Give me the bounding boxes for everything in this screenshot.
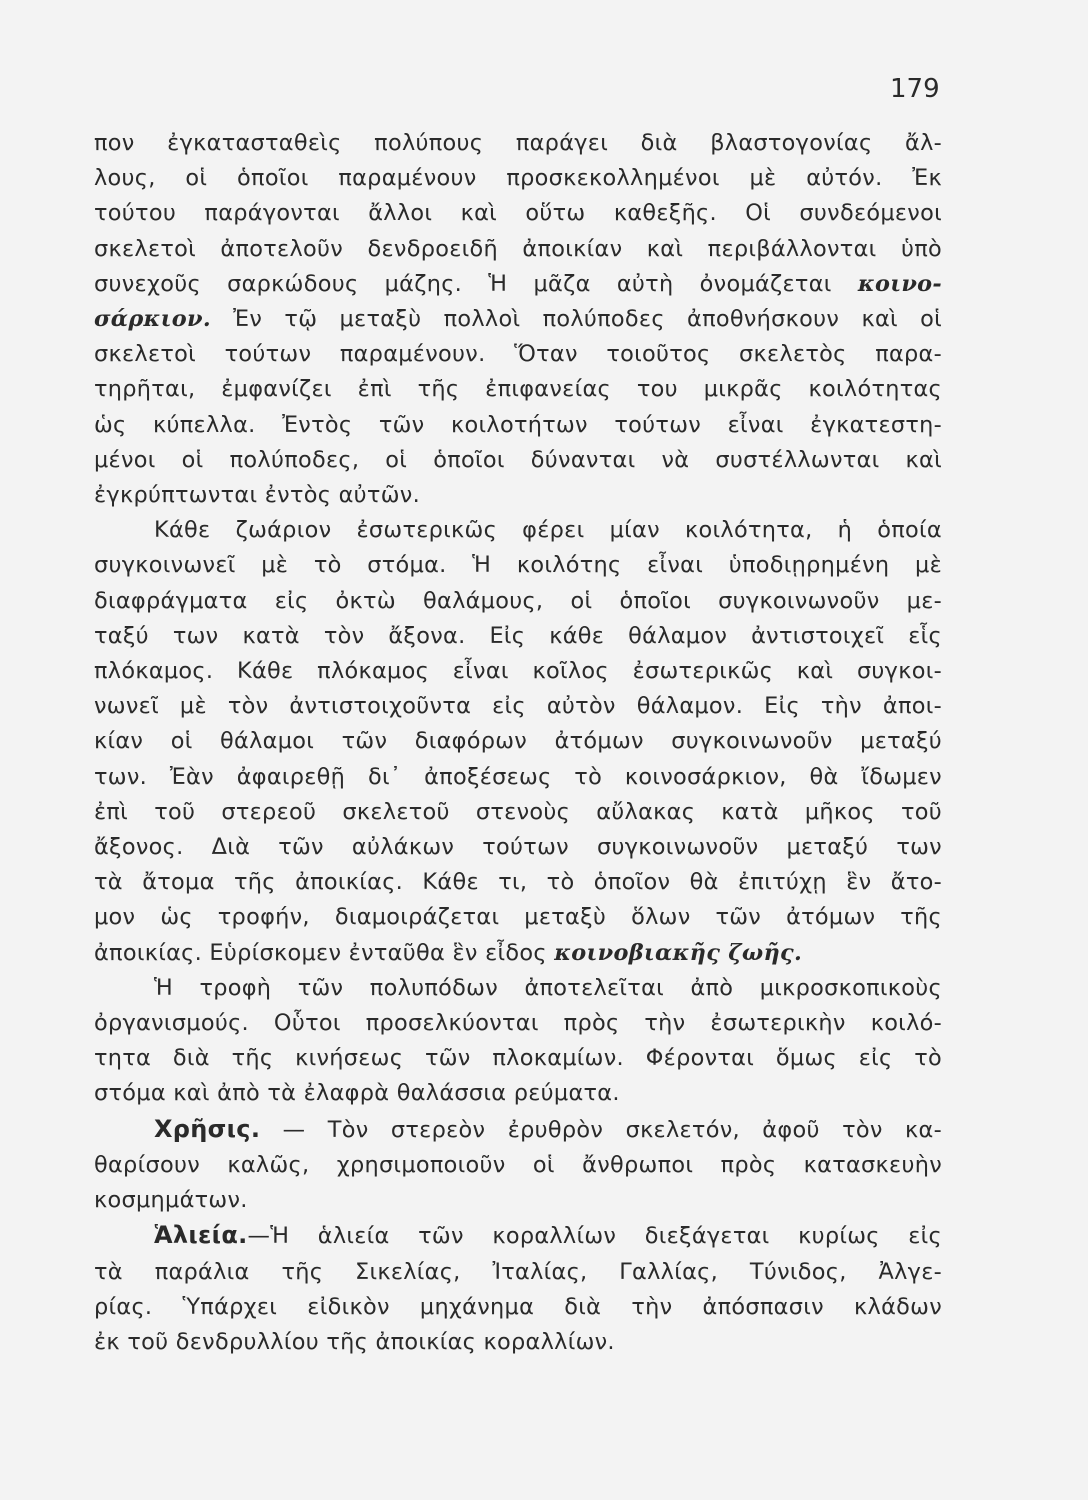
paragraph-2 [94, 513, 942, 971]
text-line: ὀργανισμούς. Οὗτοι προσελκύονται πρὸς τὴν ἐσωτερικὴν κοιλό- [94, 1010, 942, 1037]
paragraph-3 [94, 971, 942, 1112]
text-line: μον ὡς τροφήν, διαμοιράζεται μεταξὺ ὅλων τῶν ἀτόμων τῆς [94, 904, 942, 931]
text-line: ἄξονος. Διὰ τῶν αὐλάκων τούτων συγκοινωνοῦν μεταξύ των [94, 834, 942, 861]
text-line [94, 1218, 942, 1254]
text-line: κοσμημάτων. [94, 1187, 248, 1214]
text-line: τὰ παράλια τῆς Σικελίας, Ἰταλίας, Γαλλίας, Τύνιδος, Ἀλγε- [94, 1258, 942, 1285]
text-line: τητα διὰ τῆς κινήσεως τῶν πλοκαμίων. Φέρονται ὅμως εἰς τὸ [94, 1045, 942, 1072]
text-line: ἐγκρύπτωνται ἐντὸς αὐτῶν. [94, 482, 420, 509]
text-line: των. Ἐὰν ἀφαιρεθῇ δι᾽ ἀποξέσεως τὸ κοινοσάρκιον, θὰ ἴδωμεν [94, 763, 942, 790]
paragraph-fishing [94, 1218, 942, 1360]
text-line: ὡς κύπελλα. Ἐντὸς τῶν κοιλοτήτων τούτων εἶναι ἐγκατεστη- [94, 411, 942, 438]
text-line [94, 1112, 942, 1148]
text-run: Ἐν τῷ μεταξὺ πολλοὶ πολύποδες ἀποθνήσκουν καὶ οἱ [210, 306, 942, 333]
body-text [94, 126, 942, 1360]
text-line: ταξύ των κατὰ τὸν ἄξονα. Εἰς κάθε θάλαμον ἀντιστοιχεῖ εἷς [94, 622, 942, 649]
term-koinosarkion-part2: σάρκιον. [94, 306, 211, 333]
text-line: διαφράγματα εἰς ὀκτὼ θαλάμους, οἱ ὁποῖοι συγκοινωνοῦν με- [94, 587, 942, 614]
text-line: τὰ ἄτομα τῆς ἀποικίας. Κάθε τι, τὸ ὁποῖον θὰ ἐπιτύχῃ ἓν ἄτο- [94, 869, 942, 896]
section-heading-fishing: Ἁλιεία. [154, 1221, 248, 1250]
text-line: Κάθε ζωάριον ἐσωτερικῶς φέρει μίαν κοιλότητα, ἡ ὁποία [154, 517, 942, 544]
text-line: ἐκ τοῦ δενδρυλλίου τῆς ἀποικίας κοραλλίων. [94, 1328, 615, 1355]
paragraph-uses [94, 1112, 942, 1219]
text-line: σκελετοὶ ἀποτελοῦν δενδροειδῆ ἀποικίαν καὶ περιβάλλονται ὑπὸ [94, 235, 942, 262]
text-line: πον ἐγκατασταθεὶς πολύπους παράγει διὰ βλαστογονίας ἄλ- [94, 130, 942, 156]
text-run: συνεχοῦς σαρκώδους μάζης. Ἡ μᾶζα αὐτὴ ὀνομάζεται [94, 270, 858, 297]
text-line [94, 936, 942, 971]
text-line: νωνεῖ μὲ τὸν ἀντιστοιχοῦντα εἰς αὐτὸν θάλαμον. Εἰς τὴν ἀποι- [94, 693, 942, 720]
text-line: πλόκαμος. Κάθε πλόκαμος εἶναι κοῖλος ἐσωτερικῶς καὶ συγκοι- [94, 658, 942, 685]
text-line: σκελετοὶ τούτων παραμένουν. Ὅταν τοιοῦτος σκελετὸς παρα- [94, 341, 942, 368]
text-run: ἀποικίας. Εὑρίσκομεν ἐνταῦθα ἓν εἶδος [94, 939, 555, 966]
text-line: ἐπὶ τοῦ στερεοῦ σκελετοῦ στενοὺς αὔλακας κατὰ μῆκος τοῦ [94, 798, 942, 825]
page-number: 179 [890, 74, 940, 104]
text-line: τηρῆται, ἐμφανίζει ἐπὶ τῆς ἐπιφανείας του μικρᾶς κοιλότητας [94, 376, 942, 403]
text-line [94, 267, 942, 302]
text-line: Ἡ τροφὴ τῶν πολυπόδων ἀποτελεῖται ἀπὸ μικροσκοπικοὺς [154, 974, 942, 1001]
text-line: συγκοινωνεῖ μὲ τὸ στόμα. Ἡ κοιλότης εἶναι ὑποδιῃρημένη μὲ [94, 552, 942, 579]
text-line [94, 302, 942, 337]
text-line: στόμα καὶ ἀπὸ τὰ ἐλαφρὰ θαλάσσια ρεύματα. [94, 1080, 620, 1107]
text-run: — Τὸν στερεὸν ἐρυθρὸν σκελετόν, ἀφοῦ τὸν κα- [260, 1116, 942, 1143]
paragraph-1 [94, 126, 942, 513]
text-run: —Ἡ ἁλιεία τῶν κοραλλίων διεξάγεται κυρίως εἰς [247, 1223, 942, 1250]
text-line: ρίας. Ὑπάρχει εἰδικὸν μηχάνημα διὰ τὴν ἀπόσπασιν κλάδων [94, 1293, 942, 1320]
text-line: τούτου παράγονται ἄλλοι καὶ οὕτω καθεξῆς. Οἱ συνδεόμενοι [94, 200, 942, 227]
section-heading-uses: Χρῆσις. [154, 1114, 261, 1143]
text-line: λους, οἱ ὁποῖοι παραμένουν προσκεκολλημένοι μὲ αὐτόν. Ἐκ [94, 165, 942, 192]
text-line: μένοι οἱ πολύποδες, οἱ ὁποῖοι δύνανται νὰ συστέλλωνται καὶ [94, 446, 942, 473]
term-koinobiakis-zois: κοινοβιακῆς ζωῆς. [554, 939, 803, 966]
term-koinosarkion-part1: κοινο- [857, 270, 942, 297]
text-line: κίαν οἱ θάλαμοι τῶν διαφόρων ἀτόμων συγκοινωνοῦν μεταξύ [94, 728, 942, 755]
text-line: θαρίσουν καλῶς, χρησιμοποιοῦν οἱ ἄνθρωποι πρὸς κατασκευὴν [94, 1151, 942, 1178]
